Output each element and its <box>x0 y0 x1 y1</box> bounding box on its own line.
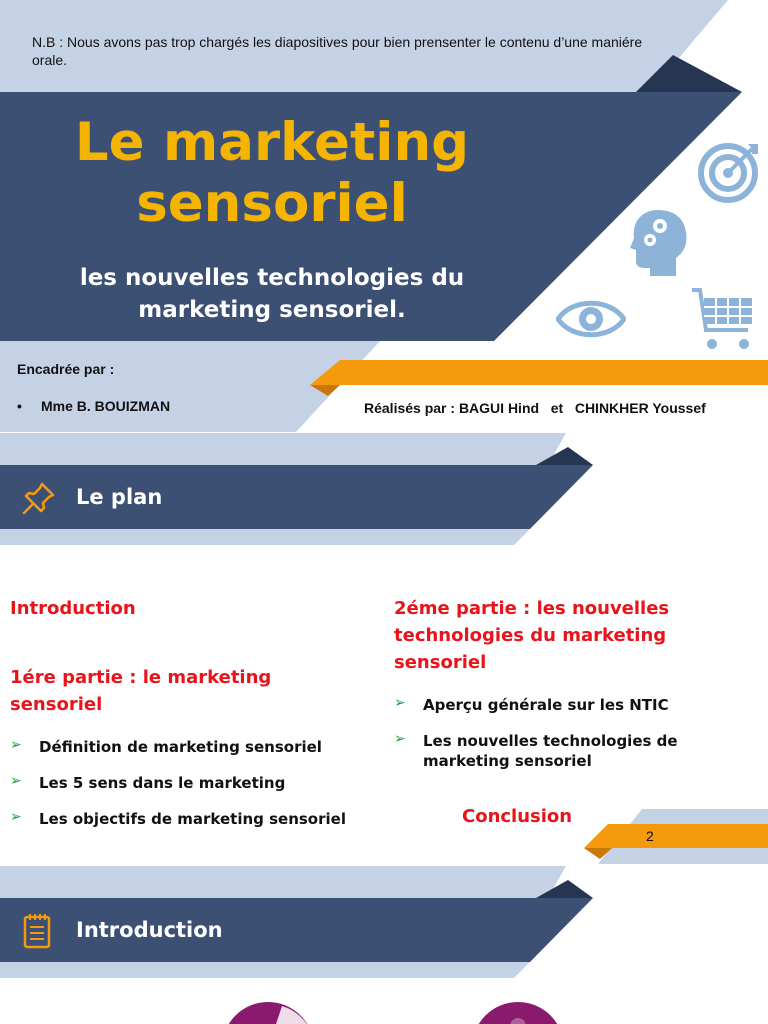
list-item-text: Les objectifs de marketing sensoriel <box>39 810 346 828</box>
list-item <box>394 731 724 771</box>
slide-1 <box>0 0 768 432</box>
eye-icon <box>556 296 626 342</box>
supervised-by-label: Encadrée par : <box>17 361 115 377</box>
arrow-bullet-icon: ➢ <box>10 809 22 825</box>
list-item-text: Aperçu générale sur les NTIC <box>423 696 669 714</box>
authors-line: Réalisés par : BAGUI Hind et CHINKHER Youssef <box>364 400 706 416</box>
plan-conclusion: Conclusion <box>462 806 573 827</box>
shopping-cart-icon <box>690 286 756 352</box>
plan-part-2-heading: 2éme partie : les nouvelles technologies du marketing sensoriel <box>394 598 670 673</box>
introduction-header-title: Introduction <box>76 918 223 942</box>
supervisor-item <box>17 398 170 414</box>
subtitle-line-1: les nouvelles technologies du <box>79 265 465 291</box>
slide-3-background <box>0 866 768 1024</box>
bullet-dot: • <box>17 398 22 414</box>
list-item <box>10 809 370 829</box>
notepad-icon <box>22 912 52 950</box>
arrow-bullet-icon: ➢ <box>394 731 406 747</box>
slide-title <box>20 112 524 234</box>
supervisor-name: Mme B. BOUIZMAN <box>41 398 171 414</box>
list-item <box>394 695 724 715</box>
pushpin-icon <box>22 481 56 515</box>
list-item <box>10 737 370 757</box>
subtitle-line-2: marketing sensoriel. <box>138 297 406 323</box>
slide-2 <box>0 433 768 865</box>
title-line-1: Le marketing <box>74 112 470 173</box>
arrow-bullet-icon: ➢ <box>394 695 406 711</box>
target-icon <box>698 140 762 204</box>
slide-subtitle <box>20 262 524 326</box>
list-item-text: Les nouvelles technologies de marketing sensoriel <box>423 732 678 770</box>
plan-part-1-heading: 1ére partie : le marketing sensoriel <box>10 667 272 715</box>
presentation-note: N.B : Nous avons pas trop chargés les diapositives pour bien prensenter le contenu d’une maniére orale. <box>32 34 643 68</box>
list-item <box>10 773 370 793</box>
plan-introduction: Introduction <box>10 598 136 619</box>
list-item-text: Les 5 sens dans le marketing <box>39 774 286 792</box>
arrow-bullet-icon: ➢ <box>10 773 22 789</box>
list-item-text: Définition de marketing sensoriel <box>39 738 322 756</box>
title-line-2: sensoriel <box>136 173 408 234</box>
slide-3 <box>0 866 768 1024</box>
part-1-list <box>10 737 370 845</box>
part-2-list <box>394 695 724 787</box>
head-gears-icon <box>630 208 690 278</box>
page-number: 2 <box>646 828 654 844</box>
arrow-bullet-icon: ➢ <box>10 737 22 753</box>
plan-header-title: Le plan <box>76 485 163 509</box>
